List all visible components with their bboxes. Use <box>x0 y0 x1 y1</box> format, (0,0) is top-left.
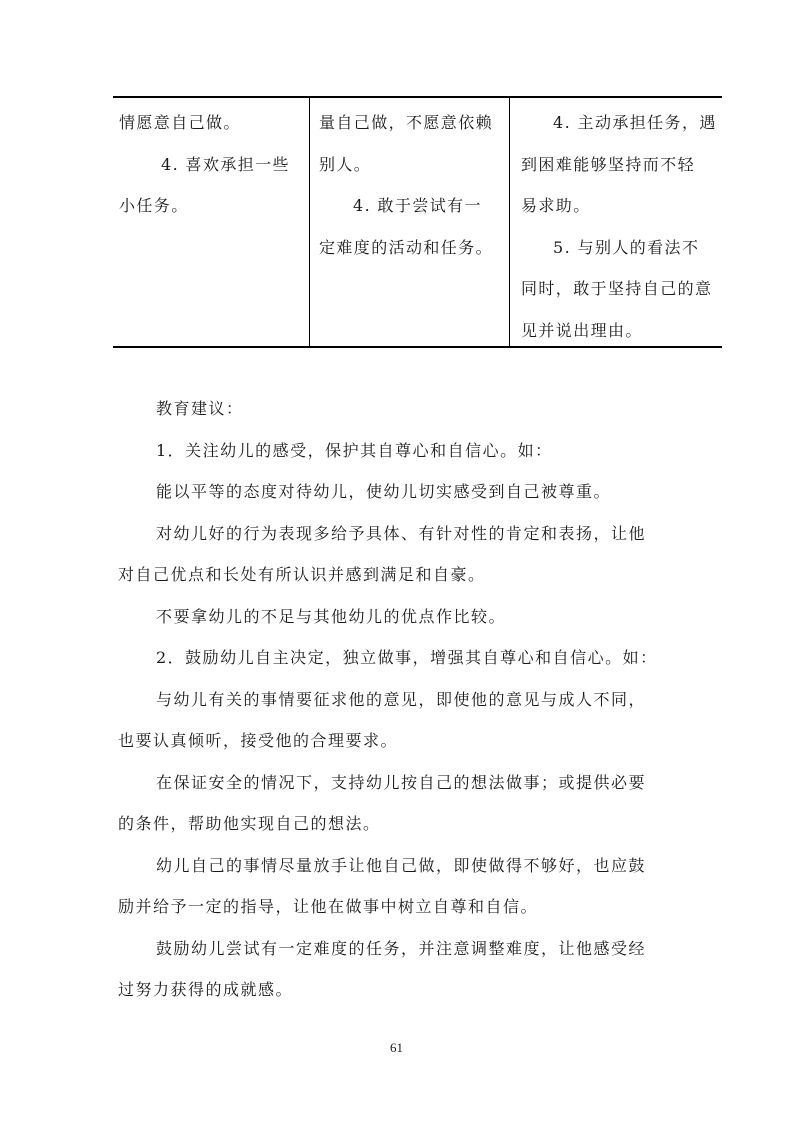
paragraph-line: 的条件，帮助他实现自己的想法。 <box>118 814 381 833</box>
paragraph-line: 也要认真倾听，接受他的合理要求。 <box>118 731 399 750</box>
table-column-2 <box>309 98 509 346</box>
table-cell-text: 4. 主动承担任务，遇 <box>553 113 717 132</box>
table-cell-text: 定难度的活动和任务。 <box>319 237 494 257</box>
paragraph-line: 对幼儿好的行为表现多给予具体、有针对性的肯定和表扬，让他 <box>156 523 647 543</box>
table-cell-text: 情愿意自己做。 <box>119 113 241 132</box>
table-cell-text: 别人。 <box>319 154 372 174</box>
paragraph-line: 1．关注幼儿的感受，保护其自尊心和自信心。如： <box>156 440 553 460</box>
paragraph-line: 幼儿自己的事情尽量放手让他自己做，即使做得不够好，也应鼓 <box>156 855 647 875</box>
goals-table <box>113 96 722 348</box>
table-cell-text: 到困难能够坚持而不轻 <box>521 154 696 174</box>
table-cell-text: 易求助。 <box>521 196 591 215</box>
paragraph-line: 不要拿幼儿的不足与其他幼儿的优点作比较。 <box>156 606 507 626</box>
table-cell-text: 4. 喜欢承担一些 <box>161 154 290 174</box>
table-cell-text: 见并说出理由。 <box>521 320 643 340</box>
paragraph-line: 对自己优点和长处有所认识并感到满足和自豪。 <box>118 565 486 584</box>
paragraph-line: 2．鼓励幼儿自主决定，独立做事，增强其自尊心和自信心。如： <box>156 648 658 667</box>
page-number: 61 <box>390 1040 403 1055</box>
paragraph-line: 励并给予一定的指导，让他在做事中树立自尊和自信。 <box>118 897 539 916</box>
paragraph-line: 与幼儿有关的事情要征求他的意见，即使他的意见与成人不同， <box>156 689 647 709</box>
table-cell-text: 4. 敢于尝试有一 <box>353 196 482 215</box>
paragraph-line: 鼓励幼儿尝试有一定难度的任务，并注意调整难度，让他感受经 <box>156 938 647 958</box>
table-column-1 <box>113 98 309 346</box>
table-cell-text: 小任务。 <box>119 196 189 215</box>
paragraph-line: 过努力获得的成就感。 <box>118 980 294 999</box>
paragraph-line: 在保证安全的情况下，支持幼儿按自己的想法做事；或提供必要 <box>156 772 647 792</box>
table-cell-text: 同时，敢于坚持自己的意 <box>521 279 713 298</box>
section-heading: 教育建议： <box>156 399 244 418</box>
table-cell-text: 5. 与别人的看法不 <box>553 237 700 257</box>
education-suggestions <box>118 388 688 1011</box>
table-cell-text: 量自己做，不愿意依赖 <box>319 113 494 132</box>
paragraph-line: 能以平等的态度对待幼儿，使幼儿切实感受到自己被尊重。 <box>156 482 612 501</box>
table-column-3 <box>509 98 722 346</box>
